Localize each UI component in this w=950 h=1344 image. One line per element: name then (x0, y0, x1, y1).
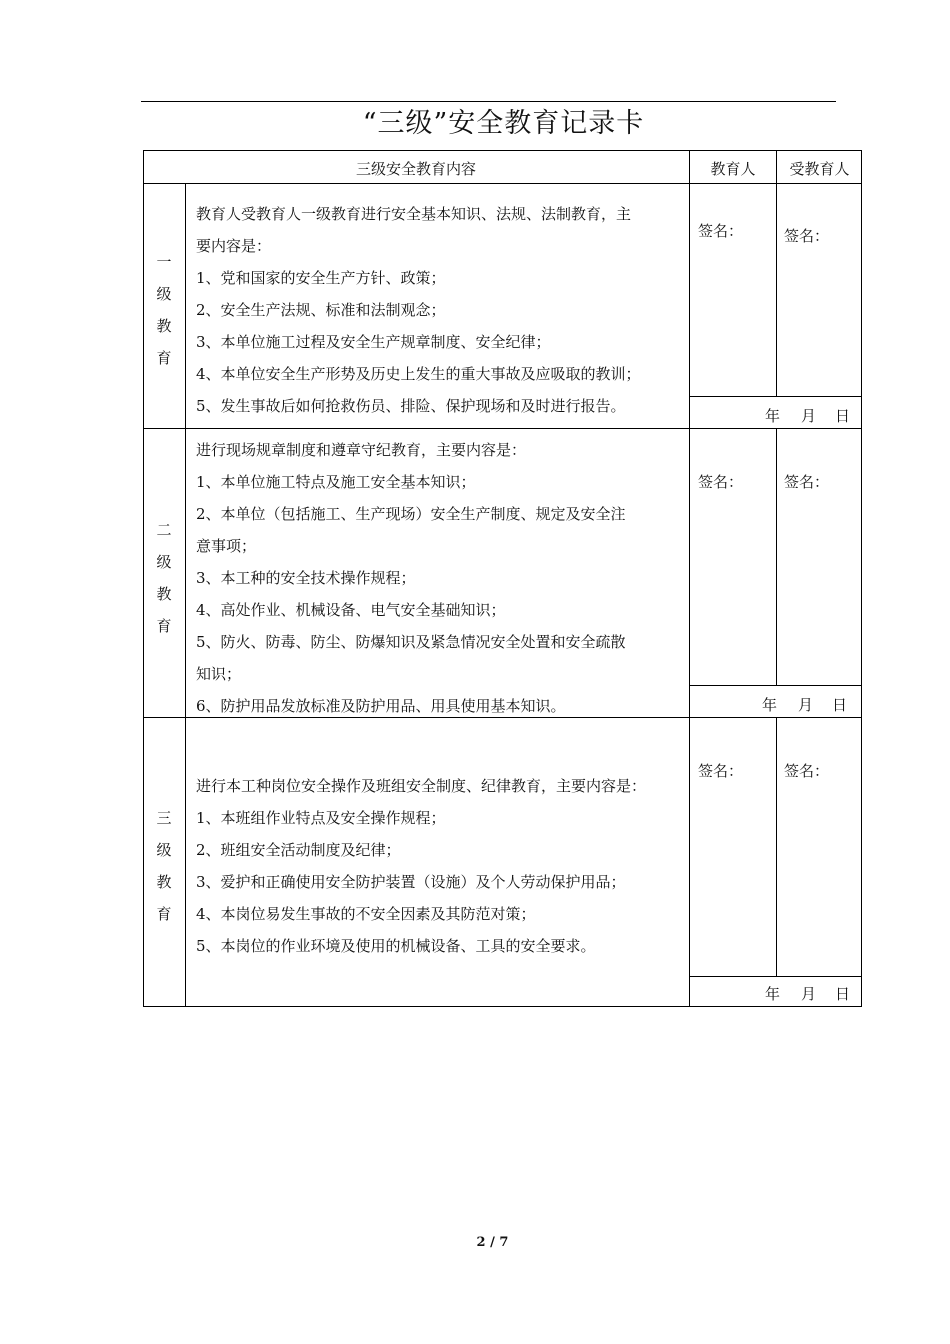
page-number: 2 / 7 (476, 1235, 509, 1250)
content-line: 5、发生事故后如何抢救伤员、排险、保护现场和及时进行报告。 (196, 397, 626, 415)
sign-divider-2 (776, 428, 777, 685)
education-record-table (143, 150, 862, 1007)
header-divider (143, 183, 862, 184)
educator-signature-3[interactable]: 签名： (698, 762, 744, 780)
content-line: 1、本单位施工特点及施工安全基本知识； (196, 473, 476, 491)
content-column-divider (689, 150, 690, 1007)
header-content: 三级安全教育内容 (355, 160, 476, 178)
content-line: 1、党和国家的安全生产方针、政策； (196, 269, 446, 287)
sign-divider-3 (776, 717, 777, 976)
date-day: 日 (835, 407, 851, 425)
educator-signature-2[interactable]: 签名： (698, 473, 744, 491)
content-line: 1、本班组作业特点及安全操作规程； (196, 809, 446, 827)
level-content-3 (196, 770, 688, 962)
table-border-right (861, 150, 862, 1007)
row-divider-1 (143, 428, 862, 429)
content-line: 进行本工种岗位安全操作及班组安全制度、纪律教育，主要内容是： (196, 777, 647, 795)
educatee-signature-2[interactable]: 签名： (784, 473, 830, 491)
table-border-top (143, 150, 862, 151)
sign-divider-1 (776, 183, 777, 396)
content-line: 教育人受教育人一级教育进行安全基本知识、法规、法制教育，主 (196, 205, 632, 223)
date-year: 年 (765, 985, 781, 1003)
content-line: 5、防火、防毒、防尘、防爆知识及紧急情况安全处置和安全疏散 (196, 633, 626, 651)
header-rule (141, 101, 836, 102)
level-content-1 (196, 198, 688, 422)
content-line: 5、本岗位的作业环境及使用的机械设备、工具的安全要求。 (196, 937, 596, 955)
content-line: 3、本工种的安全技术操作规程； (196, 569, 416, 587)
content-line: 4、高处作业、机械设备、电气安全基础知识； (196, 601, 506, 619)
content-line: 4、本岗位易发生事故的不安全因素及其防范对策； (196, 905, 536, 923)
content-line: 2、本单位（包括施工、生产现场）安全生产制度、规定及安全注 (196, 505, 626, 523)
level-label-2: 二 级 教 育 (156, 521, 172, 635)
content-line: 4、本单位安全生产形势及历史上发生的重大事故及应吸取的教训； (196, 365, 641, 383)
date-divider-3 (690, 976, 862, 977)
header-educatee: 受教育人 (789, 160, 850, 178)
educatee-signature-3[interactable]: 签名： (784, 762, 830, 780)
level-content-2 (196, 434, 688, 722)
header-educator: 教育人 (710, 160, 756, 178)
content-line: 进行现场规章制度和遵章守纪教育，主要内容是： (196, 441, 527, 459)
date-divider-1 (690, 396, 862, 397)
educatee-signature-1[interactable]: 签名： (784, 227, 830, 245)
level-column-divider (185, 183, 186, 1007)
date-month: 月 (801, 985, 817, 1003)
date-year: 年 (765, 407, 781, 425)
content-line: 3、爱护和正确使用安全防护装置（设施）及个人劳动保护用品； (196, 873, 626, 891)
page-title: “三级”安全教育记录卡 (362, 108, 645, 139)
content-line: 意事项； (196, 537, 257, 555)
content-line: 2、安全生产法规、标准和法制观念； (196, 301, 446, 319)
content-line: 要内容是： (196, 237, 272, 255)
content-line: 2、班组安全活动制度及纪律； (196, 841, 401, 859)
level-label-3: 三 级 教 育 (156, 809, 172, 923)
date-month: 月 (798, 696, 814, 714)
level-label-1: 一 级 教 育 (156, 253, 172, 367)
date-year: 年 (762, 696, 778, 714)
content-line: 知识； (196, 665, 242, 683)
date-divider-2 (690, 685, 862, 686)
content-line: 3、本单位施工过程及安全生产规章制度、安全纪律； (196, 333, 551, 351)
educator-signature-1[interactable]: 签名： (698, 222, 744, 240)
date-day: 日 (835, 985, 851, 1003)
content-line: 6、防护用品发放标准及防护用品、用具使用基本知识。 (196, 697, 566, 715)
date-day: 日 (832, 696, 848, 714)
date-month: 月 (801, 407, 817, 425)
table-border-bottom (143, 1006, 862, 1007)
